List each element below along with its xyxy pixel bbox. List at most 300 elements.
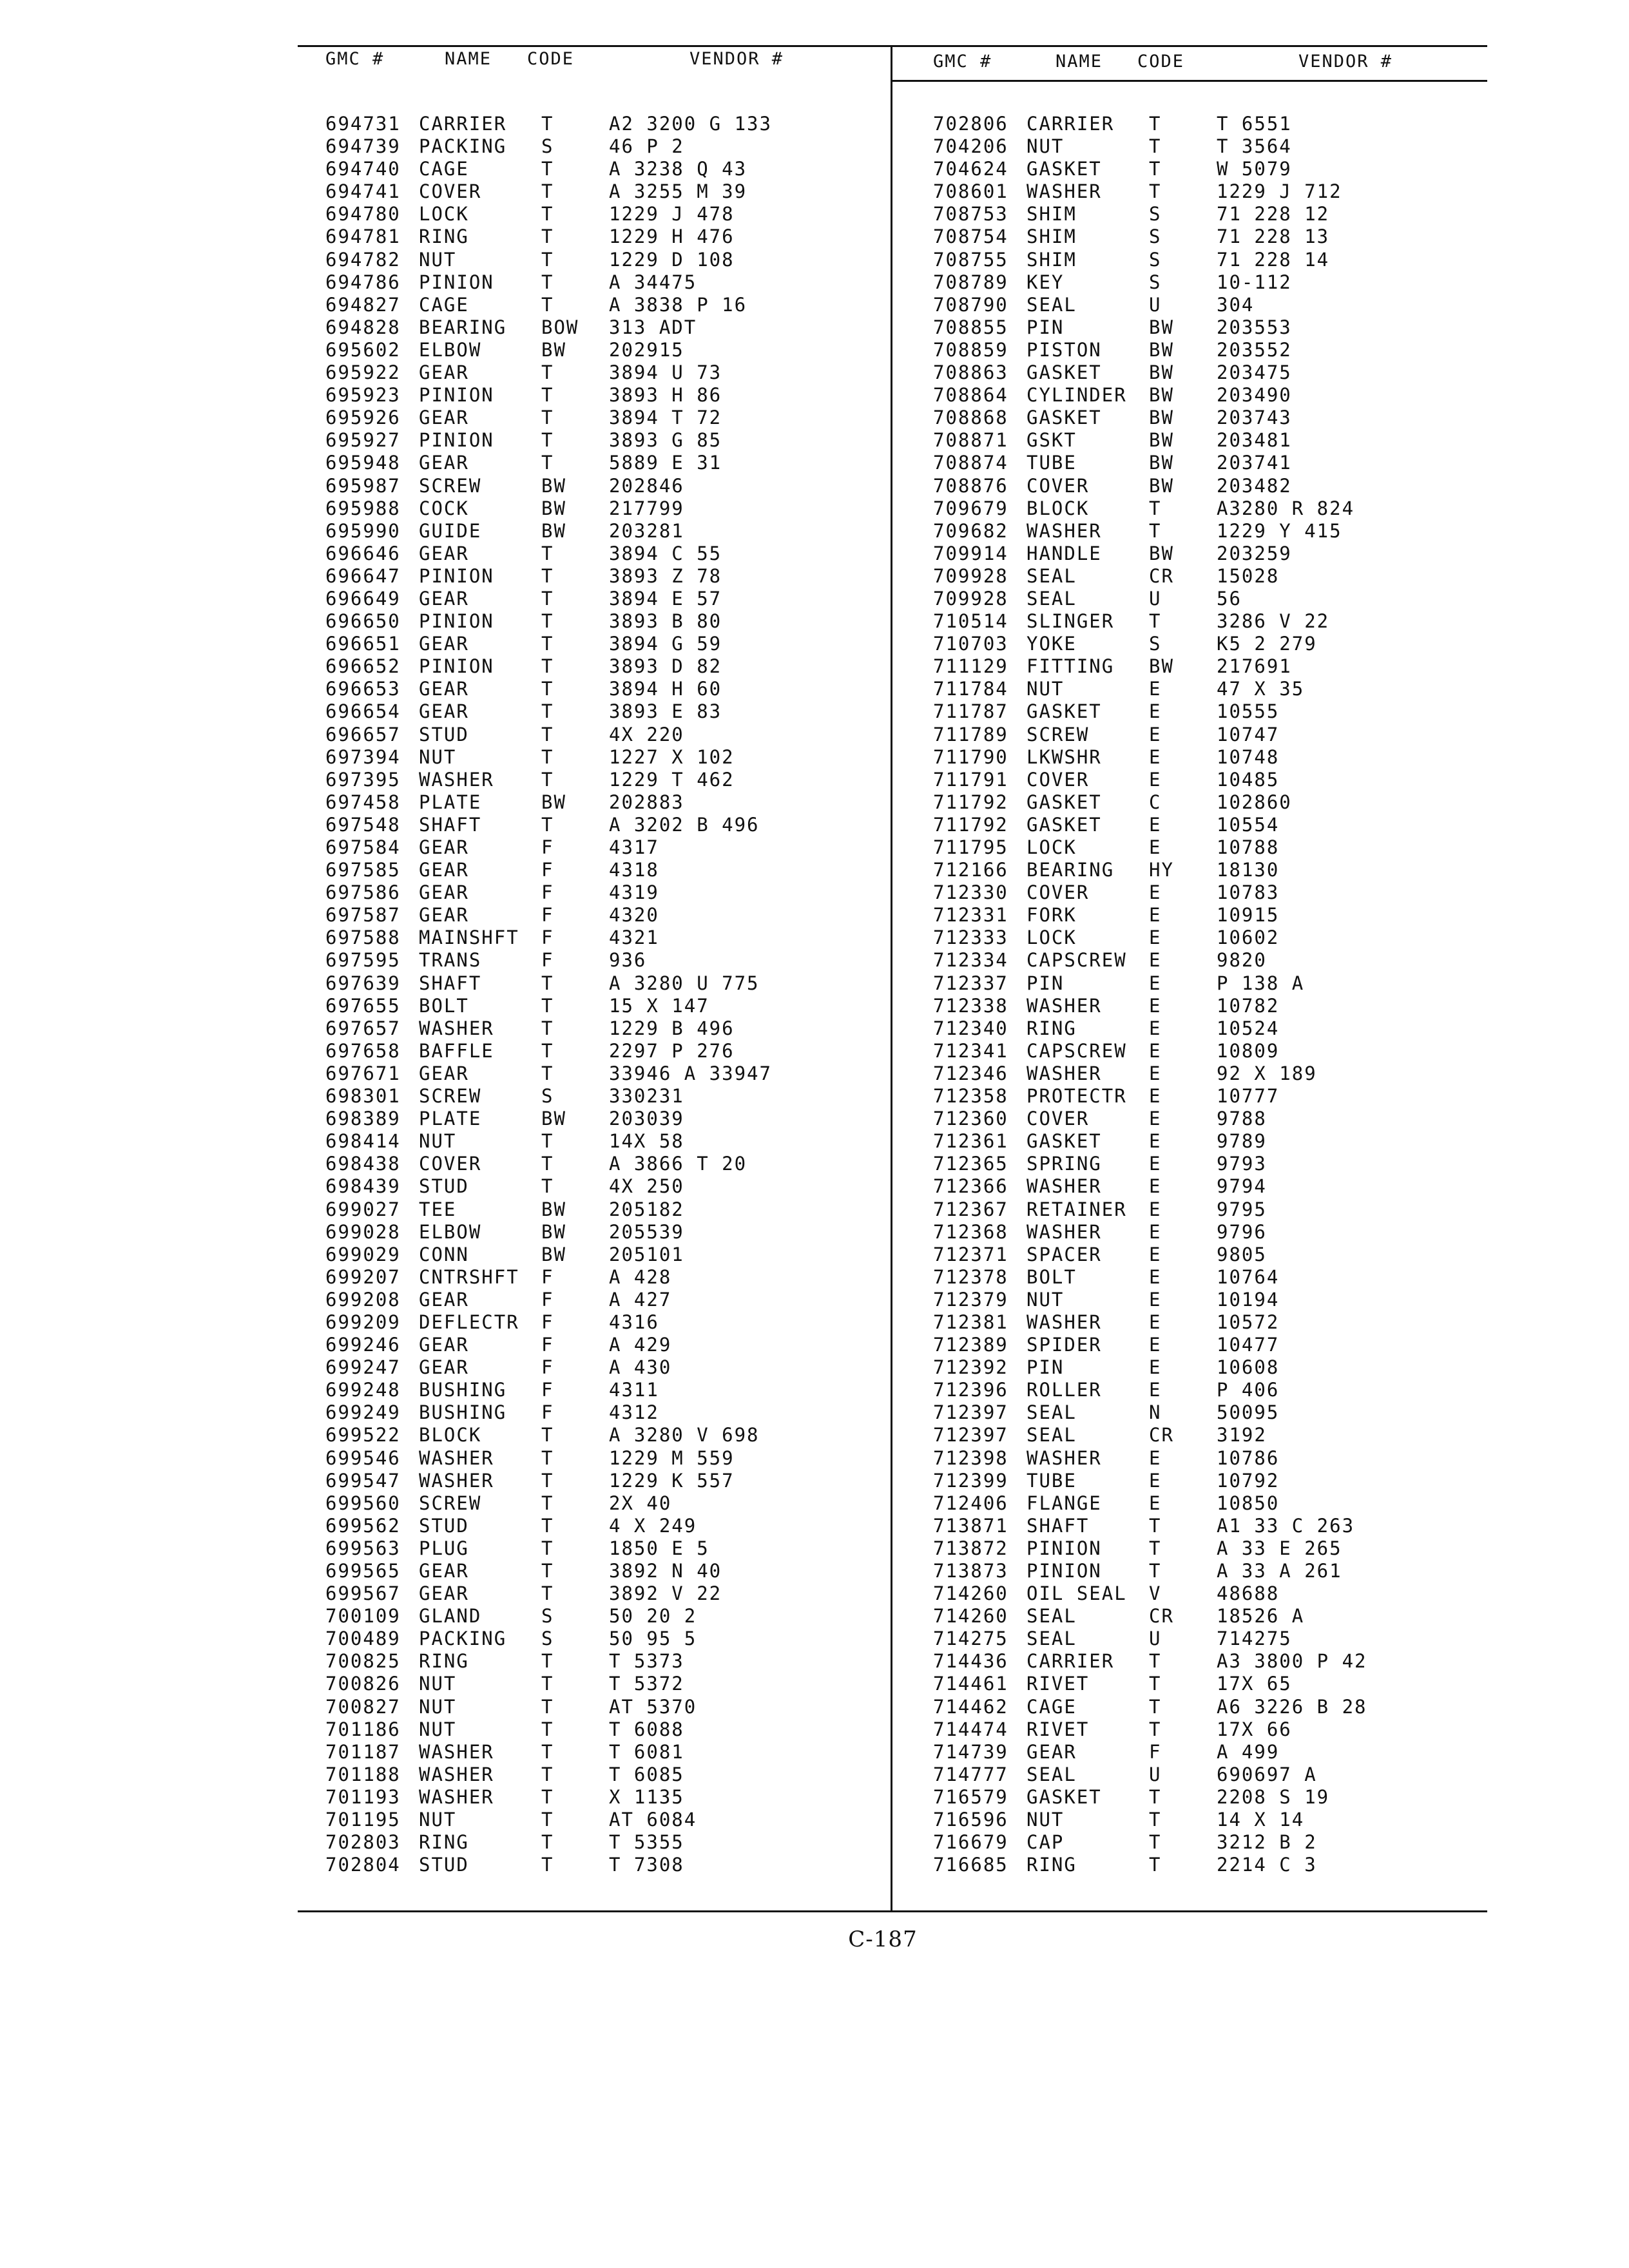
code-cell: T <box>541 1469 554 1492</box>
table-row <box>933 610 1481 633</box>
code-cell: T <box>541 113 554 135</box>
name-cell: GEAR <box>419 407 469 429</box>
name-cell: RING <box>419 1831 469 1854</box>
vendor-cell: T 6088 <box>609 1718 684 1740</box>
code-cell: T <box>541 293 554 316</box>
code-cell: F <box>541 1379 554 1401</box>
table-row <box>325 203 886 226</box>
vendor-cell: 17X 66 <box>1217 1718 1292 1740</box>
code-cell: BW <box>1149 655 1174 678</box>
vendor-cell: P 138 A <box>1217 972 1305 994</box>
vendor-cell: 9789 <box>1217 1130 1267 1153</box>
table-row <box>325 271 886 294</box>
code-cell: F <box>1149 1740 1162 1763</box>
vendor-cell: 17X 65 <box>1217 1673 1292 1695</box>
gmc-cell: 700826 <box>325 1673 401 1695</box>
gmc-cell: 716596 <box>933 1809 1008 1831</box>
vendor-cell: 1229 D 108 <box>609 248 735 271</box>
gmc-cell: 712366 <box>933 1175 1008 1198</box>
gmc-cell: 702806 <box>933 113 1008 135</box>
table-row <box>933 1108 1481 1130</box>
table-row <box>325 724 886 746</box>
table-row <box>933 881 1481 904</box>
code-cell: BW <box>541 497 566 519</box>
vendor-cell: 10788 <box>1217 836 1280 858</box>
name-cell: PACKING <box>419 135 507 158</box>
vendor-cell: T 3564 <box>1217 135 1292 158</box>
vendor-cell: 217691 <box>1217 655 1292 678</box>
table-row <box>325 1718 886 1741</box>
left-code-header: CODE <box>527 49 575 69</box>
vendor-cell: 14X 58 <box>609 1130 684 1153</box>
vendor-cell: 10554 <box>1217 813 1280 836</box>
table-row <box>325 520 886 543</box>
gmc-cell: 712379 <box>933 1288 1008 1311</box>
code-cell: T <box>541 1514 554 1537</box>
name-cell: RETAINER <box>1027 1198 1127 1220</box>
name-cell: NUT <box>1027 1809 1065 1831</box>
table-row <box>325 339 886 361</box>
table-row <box>325 836 886 859</box>
vendor-cell: 217799 <box>609 497 684 519</box>
code-cell: T <box>1149 158 1162 180</box>
code-cell: BW <box>541 474 566 497</box>
vendor-cell: 33946 A 33947 <box>609 1062 772 1084</box>
table-row <box>325 1017 886 1040</box>
code-cell: T <box>541 452 554 474</box>
vendor-cell: 10524 <box>1217 1017 1280 1039</box>
name-cell: TRANS <box>419 949 482 972</box>
gmc-cell: 695602 <box>325 338 401 361</box>
vendor-cell: 304 <box>1217 293 1255 316</box>
name-cell: PINION <box>419 610 494 633</box>
vendor-cell: 690697 A <box>1217 1763 1317 1785</box>
gmc-cell: 712365 <box>933 1153 1008 1175</box>
vendor-cell: 203553 <box>1217 316 1292 338</box>
gmc-cell: 708871 <box>933 429 1008 452</box>
table-row <box>325 1515 886 1537</box>
name-cell: WASHER <box>1027 1062 1102 1084</box>
gmc-cell: 696647 <box>325 564 401 587</box>
table-row <box>933 1153 1481 1175</box>
table-row <box>933 1492 1481 1515</box>
code-cell: T <box>541 1062 554 1084</box>
table-row <box>933 1515 1481 1537</box>
table-row <box>933 995 1481 1017</box>
name-cell: BEARING <box>1027 859 1115 881</box>
vendor-cell: 10915 <box>1217 904 1280 927</box>
name-cell: ELBOW <box>419 1220 482 1243</box>
gmc-cell: 714462 <box>933 1695 1008 1718</box>
table-row <box>933 927 1481 949</box>
gmc-cell: 694827 <box>325 293 401 316</box>
vendor-cell: 4318 <box>609 859 659 881</box>
name-cell: BUSHING <box>419 1379 507 1401</box>
name-cell: FITTING <box>1027 655 1115 678</box>
code-cell: T <box>541 429 554 452</box>
name-cell: SEAL <box>1027 1763 1077 1785</box>
code-cell: E <box>1149 1085 1162 1108</box>
gmc-cell: 698389 <box>325 1108 401 1130</box>
table-row <box>933 520 1481 543</box>
code-cell: E <box>1149 745 1162 768</box>
name-cell: RIVET <box>1027 1718 1090 1740</box>
name-cell: BLOCK <box>1027 497 1090 519</box>
gmc-cell: 708789 <box>933 271 1008 293</box>
code-cell: BW <box>541 791 566 813</box>
gmc-cell: 713872 <box>933 1537 1008 1559</box>
left-vendor-header: VENDOR # <box>689 49 784 69</box>
gmc-cell: 708855 <box>933 316 1008 338</box>
vendor-cell: A 428 <box>609 1265 672 1288</box>
name-cell: GEAR <box>419 452 469 474</box>
gmc-cell: 697548 <box>325 813 401 836</box>
table-row <box>933 1040 1481 1062</box>
name-cell: STUD <box>419 1854 469 1876</box>
gmc-cell: 695948 <box>325 452 401 474</box>
table-row <box>325 881 886 904</box>
gmc-cell: 697595 <box>325 949 401 972</box>
gmc-cell: 700489 <box>325 1628 401 1650</box>
name-cell: GASKET <box>1027 361 1102 384</box>
vendor-cell: 1229 Y 415 <box>1217 519 1342 542</box>
name-cell: PINION <box>419 271 494 293</box>
code-cell: T <box>541 1582 554 1605</box>
code-cell: T <box>1149 497 1162 519</box>
code-cell: E <box>1149 1379 1162 1401</box>
gmc-cell: 699562 <box>325 1514 401 1537</box>
code-cell: T <box>541 1017 554 1039</box>
name-cell: NUT <box>419 745 457 768</box>
table-row <box>325 1062 886 1085</box>
table-row <box>933 1289 1481 1311</box>
code-cell: T <box>541 180 554 203</box>
name-cell: NUT <box>419 1718 457 1740</box>
table-row <box>325 814 886 836</box>
table-row <box>933 1582 1481 1605</box>
name-cell: SHAFT <box>419 972 482 994</box>
name-cell: DEFLECTR <box>419 1311 519 1333</box>
vendor-cell: A 3255 M 39 <box>609 180 747 203</box>
vendor-cell: 203552 <box>1217 338 1292 361</box>
name-cell: BLOCK <box>419 1424 482 1446</box>
code-cell: BW <box>1149 338 1174 361</box>
table-row <box>325 1605 886 1628</box>
name-cell: SEAL <box>1027 1401 1077 1424</box>
name-cell: BAFFLE <box>419 1039 494 1062</box>
table-row <box>325 791 886 814</box>
table-row <box>933 452 1481 474</box>
name-cell: SCREW <box>419 474 482 497</box>
vendor-cell: 203475 <box>1217 361 1292 384</box>
vendor-cell: 2208 S 19 <box>1217 1785 1330 1808</box>
name-cell: PINION <box>419 429 494 452</box>
table-row <box>933 724 1481 746</box>
name-cell: GEAR <box>419 1288 469 1311</box>
vendor-cell: 203039 <box>609 1108 684 1130</box>
code-cell: T <box>1149 1695 1162 1718</box>
code-cell: T <box>1149 135 1162 158</box>
code-cell: T <box>541 587 554 610</box>
table-row <box>933 1175 1481 1198</box>
gmc-cell: 712330 <box>933 881 1008 904</box>
gmc-cell: 696653 <box>325 678 401 700</box>
vendor-cell: 203741 <box>1217 452 1292 474</box>
vendor-cell: X 1135 <box>609 1785 684 1808</box>
gmc-cell: 708874 <box>933 452 1008 474</box>
vendor-cell: 10748 <box>1217 745 1280 768</box>
gmc-cell: 710514 <box>933 610 1008 633</box>
vendor-cell: 313 ADT <box>609 316 697 338</box>
table-row <box>933 1221 1481 1244</box>
gmc-cell: 714777 <box>933 1763 1008 1785</box>
table-row <box>325 452 886 474</box>
code-cell: N <box>1149 1401 1162 1424</box>
code-cell: E <box>1149 1356 1162 1379</box>
code-cell: T <box>1149 519 1162 542</box>
vendor-cell: 1229 J 478 <box>609 203 735 226</box>
vendor-cell: 10850 <box>1217 1492 1280 1514</box>
name-cell: FLANGE <box>1027 1492 1102 1514</box>
vendor-cell: 102860 <box>1217 791 1292 813</box>
name-cell: PINION <box>419 655 494 678</box>
code-cell: T <box>1149 610 1162 633</box>
code-cell: T <box>541 1673 554 1695</box>
name-cell: WASHER <box>1027 519 1102 542</box>
vendor-cell: 1229 H 476 <box>609 226 735 248</box>
gmc-cell: 714474 <box>933 1718 1008 1740</box>
vendor-cell: 15028 <box>1217 564 1280 587</box>
gmc-cell: 712367 <box>933 1198 1008 1220</box>
vendor-cell: A1 33 C 263 <box>1217 1514 1355 1537</box>
code-cell: F <box>541 1288 554 1311</box>
vendor-cell: 9820 <box>1217 949 1267 972</box>
gmc-cell: 708864 <box>933 384 1008 407</box>
code-cell: F <box>541 904 554 927</box>
gmc-cell: 695988 <box>325 497 401 519</box>
code-cell: S <box>1149 248 1162 271</box>
code-cell: S <box>541 135 554 158</box>
table-row <box>325 1696 886 1718</box>
name-cell: PIN <box>1027 1356 1065 1379</box>
code-cell: BW <box>541 519 566 542</box>
gmc-cell: 699563 <box>325 1537 401 1559</box>
gmc-cell: 696652 <box>325 655 401 678</box>
table-row <box>933 904 1481 927</box>
vendor-cell: 56 <box>1217 587 1242 610</box>
name-cell: STUD <box>419 1514 469 1537</box>
vendor-cell: 3894 T 72 <box>609 407 722 429</box>
code-cell: BW <box>1149 474 1174 497</box>
gmc-cell: 711792 <box>933 791 1008 813</box>
name-cell: GEAR <box>419 1062 469 1084</box>
table-row <box>933 543 1481 565</box>
code-cell: T <box>541 1785 554 1808</box>
table-row <box>933 1130 1481 1153</box>
table-row <box>325 294 886 316</box>
gmc-cell: 699248 <box>325 1379 401 1401</box>
gmc-cell: 702804 <box>325 1854 401 1876</box>
name-cell: PIN <box>1027 972 1065 994</box>
table-row <box>933 1718 1481 1741</box>
vendor-cell: 3894 H 60 <box>609 678 722 700</box>
code-cell: BW <box>1149 542 1174 564</box>
gmc-cell: 712358 <box>933 1085 1008 1108</box>
table-row <box>325 995 886 1017</box>
table-row <box>933 271 1481 294</box>
left-parts-table <box>325 113 886 1876</box>
name-cell: NUT <box>419 1809 457 1831</box>
code-cell: E <box>1149 813 1162 836</box>
gmc-cell: 716579 <box>933 1785 1008 1808</box>
gmc-cell: 694786 <box>325 271 401 293</box>
vendor-cell: 10782 <box>1217 994 1280 1017</box>
table-row <box>325 497 886 520</box>
vendor-cell: AT 6084 <box>609 1809 697 1831</box>
vendor-cell: 10786 <box>1217 1446 1280 1469</box>
name-cell: CONN <box>419 1243 469 1265</box>
vendor-cell: 3893 Z 78 <box>609 564 722 587</box>
vendor-cell: 202915 <box>609 338 684 361</box>
code-cell: E <box>1149 972 1162 994</box>
vendor-cell: 50 95 5 <box>609 1628 697 1650</box>
name-cell: PINION <box>1027 1560 1102 1582</box>
gmc-cell: 695990 <box>325 519 401 542</box>
table-row <box>933 769 1481 791</box>
vendor-cell: 3286 V 22 <box>1217 610 1330 633</box>
table-row <box>933 158 1481 180</box>
vendor-cell: A 3280 V 698 <box>609 1424 760 1446</box>
name-cell: SHAFT <box>1027 1514 1090 1537</box>
vendor-cell: 203743 <box>1217 407 1292 429</box>
code-cell: T <box>541 1695 554 1718</box>
gmc-cell: 699249 <box>325 1401 401 1424</box>
vendor-cell: K5 2 279 <box>1217 633 1317 655</box>
table-row <box>325 407 886 429</box>
vendor-cell: 2214 C 3 <box>1217 1854 1317 1876</box>
code-cell: BOW <box>541 316 579 338</box>
name-cell: CARRIER <box>419 113 507 135</box>
vendor-cell: 9796 <box>1217 1220 1267 1243</box>
vendor-cell: 4320 <box>609 904 659 927</box>
table-row <box>325 180 886 203</box>
code-cell: BW <box>541 1198 566 1220</box>
vendor-cell: A 3838 P 16 <box>609 293 747 316</box>
vendor-cell: A 427 <box>609 1288 672 1311</box>
code-cell: T <box>541 1492 554 1514</box>
gmc-cell: 708754 <box>933 226 1008 248</box>
vendor-cell: 14 X 14 <box>1217 1809 1305 1831</box>
code-cell: E <box>1149 1220 1162 1243</box>
code-cell: T <box>541 610 554 633</box>
table-row <box>933 1605 1481 1628</box>
code-cell: E <box>1149 1446 1162 1469</box>
table-row <box>325 746 886 769</box>
name-cell: COCK <box>419 497 469 519</box>
name-cell: GUIDE <box>419 519 482 542</box>
name-cell: ELBOW <box>419 338 482 361</box>
vendor-cell: 9793 <box>1217 1153 1267 1175</box>
gmc-cell: 712397 <box>933 1424 1008 1446</box>
vendor-cell: A 34475 <box>609 271 697 293</box>
code-cell: HY <box>1149 859 1174 881</box>
gmc-cell: 700827 <box>325 1695 401 1718</box>
code-cell: S <box>541 1085 554 1108</box>
gmc-cell: 711789 <box>933 723 1008 745</box>
code-cell: F <box>541 1311 554 1333</box>
name-cell: STUD <box>419 1175 469 1198</box>
gmc-cell: 701186 <box>325 1718 401 1740</box>
code-cell: T <box>541 1809 554 1831</box>
vendor-cell: A 3866 T 20 <box>609 1153 747 1175</box>
vendor-cell: 10809 <box>1217 1039 1280 1062</box>
name-cell: GEAR <box>419 587 469 610</box>
table-row <box>325 384 886 407</box>
name-cell: WASHER <box>1027 1446 1102 1469</box>
name-cell: COVER <box>1027 768 1090 791</box>
name-cell: GSKT <box>1027 429 1077 452</box>
table-row <box>325 1741 886 1763</box>
code-cell: U <box>1149 1763 1162 1785</box>
vendor-cell: T 5355 <box>609 1831 684 1854</box>
name-cell: GEAR <box>419 1560 469 1582</box>
code-cell: T <box>1149 1650 1162 1673</box>
gmc-cell: 699028 <box>325 1220 401 1243</box>
gmc-cell: 714260 <box>933 1582 1008 1605</box>
code-cell: T <box>541 1153 554 1175</box>
code-cell: BW <box>541 1220 566 1243</box>
name-cell: GEAR <box>419 361 469 384</box>
gmc-cell: 697395 <box>325 768 401 791</box>
code-cell: T <box>541 723 554 745</box>
name-cell: SPRING <box>1027 1153 1102 1175</box>
name-cell: CAGE <box>419 293 469 316</box>
code-cell: F <box>541 1334 554 1356</box>
vendor-cell: A2 3200 G 133 <box>609 113 772 135</box>
table-row <box>933 1763 1481 1786</box>
vendor-cell: 3892 N 40 <box>609 1560 722 1582</box>
table-row <box>933 497 1481 520</box>
table-row <box>325 1266 886 1289</box>
name-cell: COVER <box>1027 474 1090 497</box>
table-row <box>325 475 886 497</box>
gmc-cell: 700825 <box>325 1650 401 1673</box>
vendor-cell: 3893 G 85 <box>609 429 722 452</box>
code-cell: E <box>1149 994 1162 1017</box>
code-cell: T <box>1149 1560 1162 1582</box>
table-row <box>933 226 1481 248</box>
code-cell: E <box>1149 723 1162 745</box>
vendor-cell: 47 X 35 <box>1217 678 1305 700</box>
header-rule-right <box>892 80 1487 82</box>
vendor-cell: 18130 <box>1217 859 1280 881</box>
vendor-cell: 2X 40 <box>609 1492 672 1514</box>
table-row <box>933 565 1481 588</box>
code-cell: F <box>541 836 554 858</box>
table-row <box>933 1356 1481 1379</box>
table-row <box>933 836 1481 859</box>
name-cell: MAINSHFT <box>419 927 519 949</box>
name-cell: GASKET <box>1027 158 1102 180</box>
code-cell: T <box>541 1424 554 1446</box>
gmc-cell: 695926 <box>325 407 401 429</box>
gmc-cell: 697587 <box>325 904 401 927</box>
name-cell: KEY <box>1027 271 1065 293</box>
name-cell: OIL SEAL <box>1027 1582 1127 1605</box>
gmc-cell: 700109 <box>325 1605 401 1628</box>
name-cell: NUT <box>419 1673 457 1695</box>
table-row <box>933 814 1481 836</box>
